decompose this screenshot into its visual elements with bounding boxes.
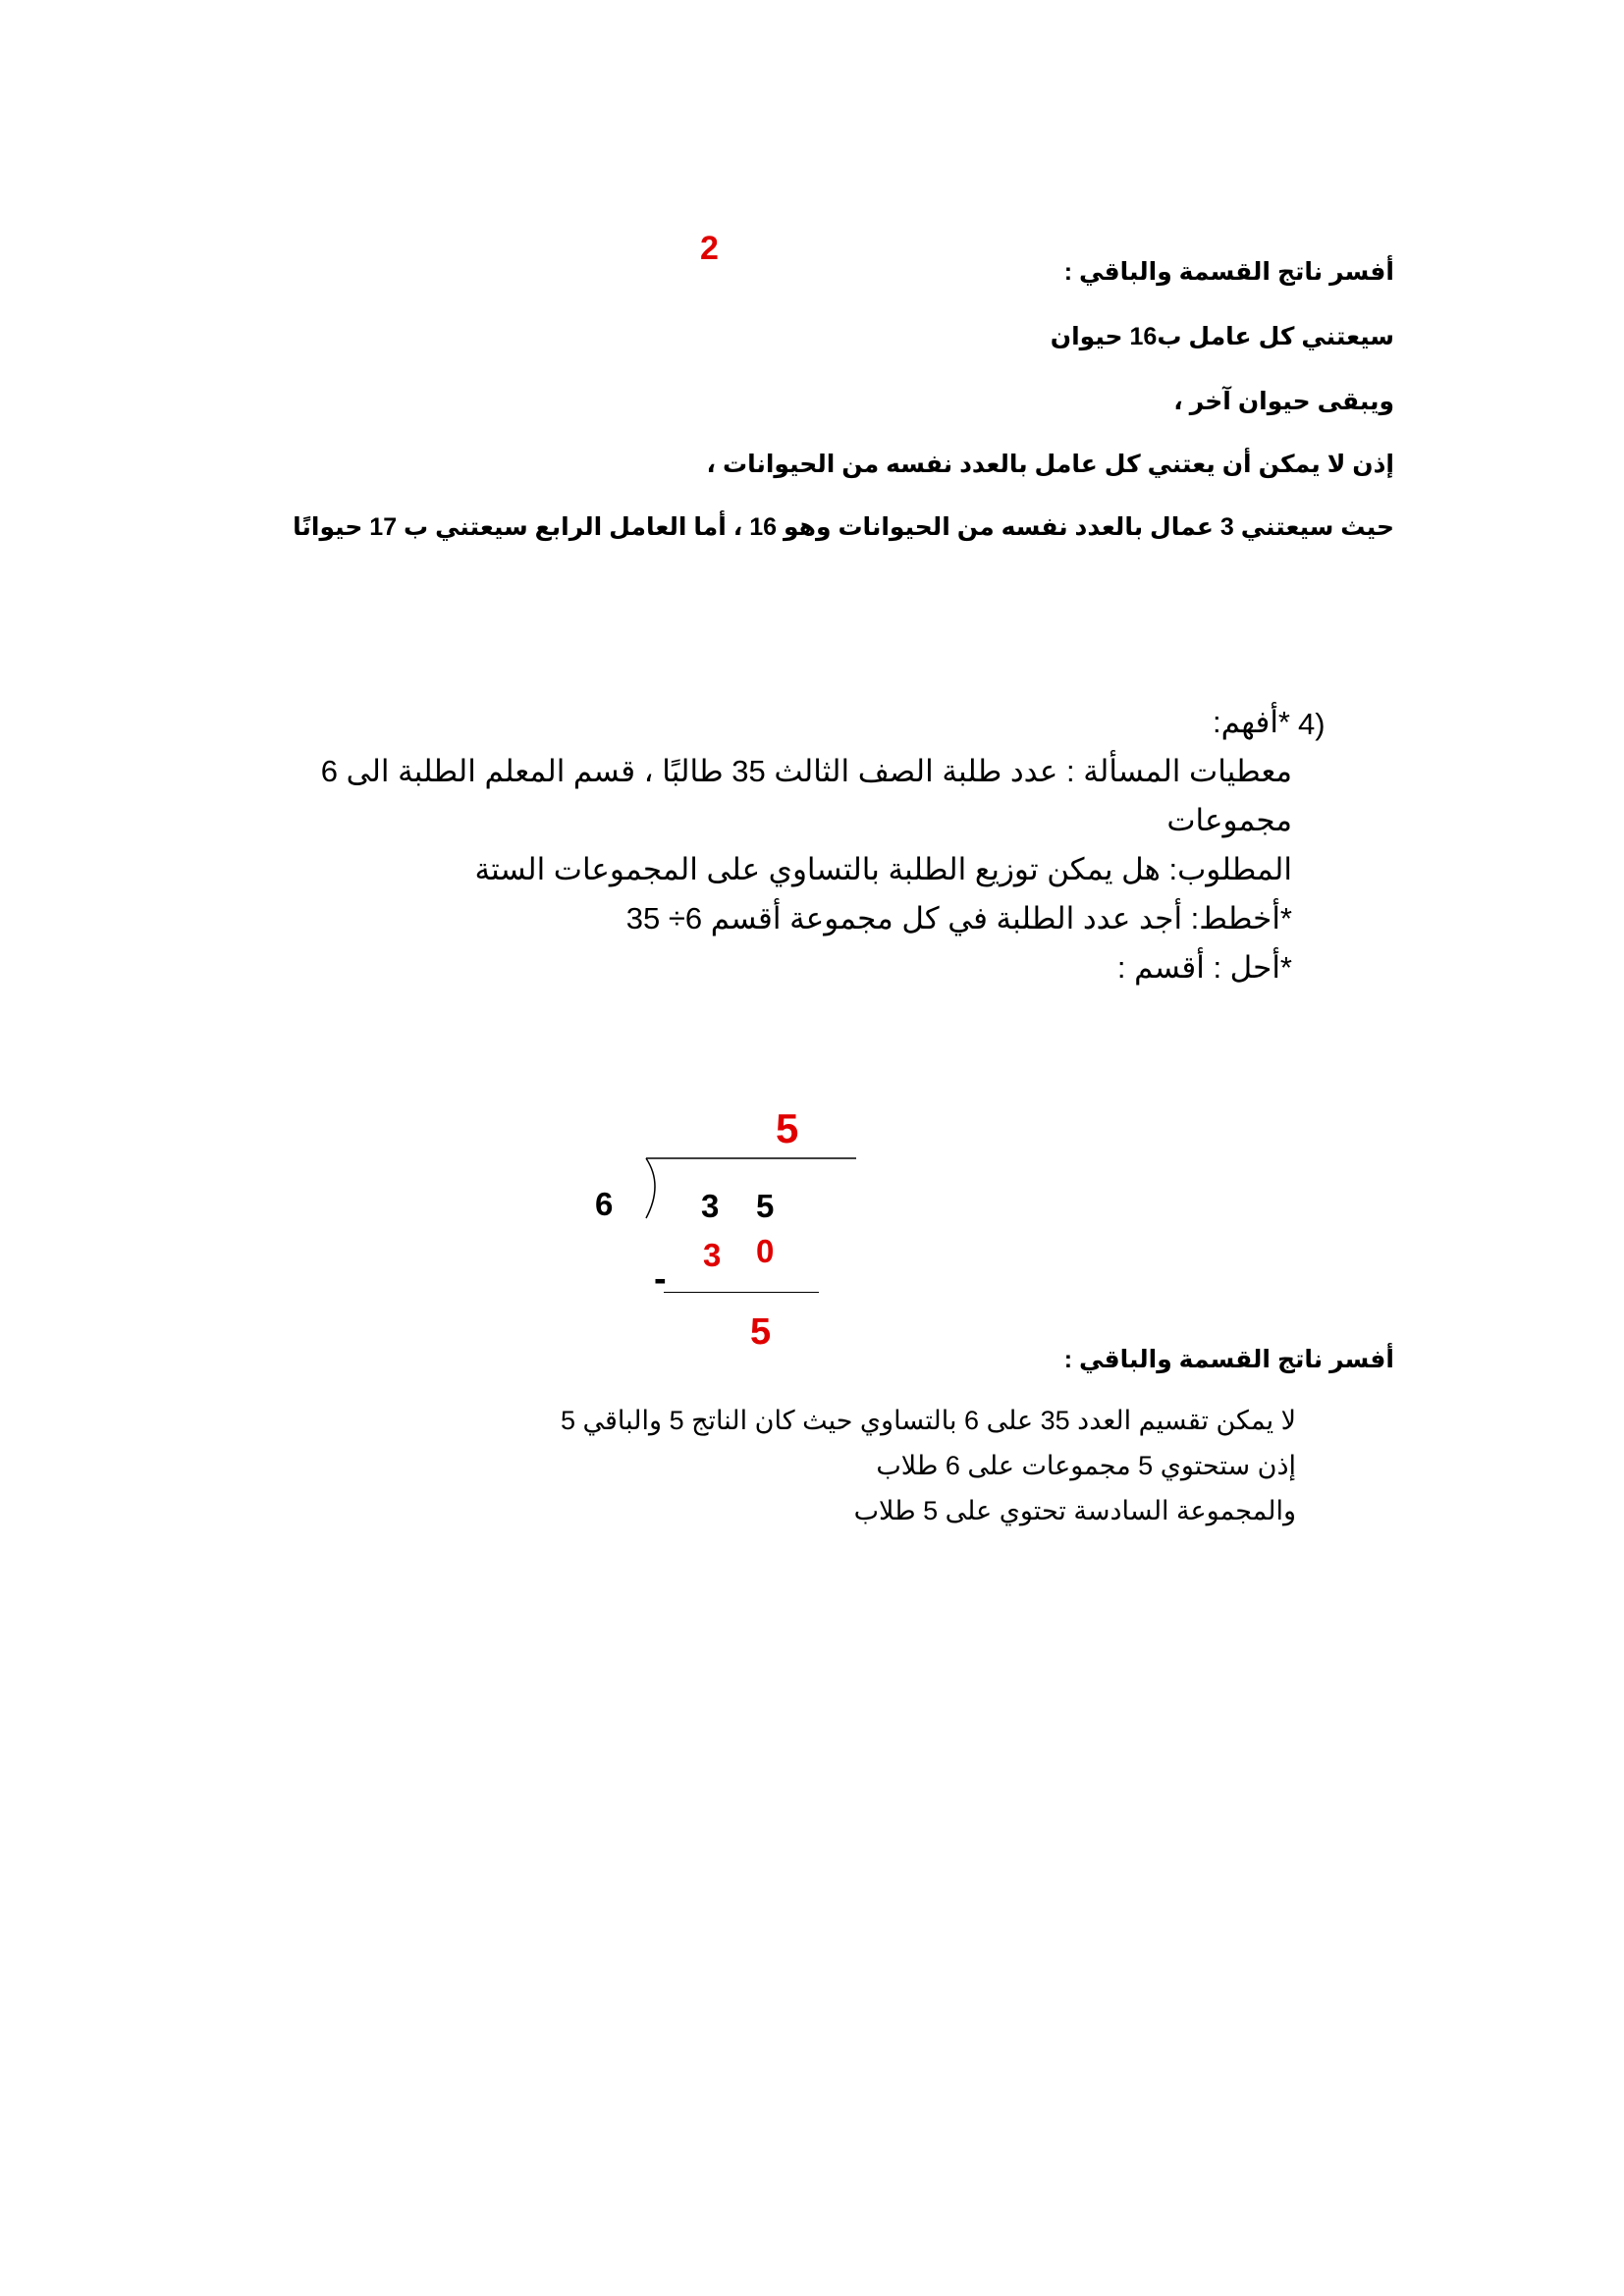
division-bracket xyxy=(628,1153,864,1222)
section1-line-1: سيعتني كل عامل ب16 حيوان xyxy=(1050,323,1394,350)
red-number-annotation: 2 xyxy=(700,230,719,267)
section2-line-2: إذن ستحتوي 5 مجموعات على 6 طلاب xyxy=(876,1451,1296,1480)
subtraction-line xyxy=(664,1292,819,1293)
dividend-tens-digit: 3 xyxy=(701,1188,720,1224)
division-remainder: 5 xyxy=(750,1311,772,1353)
givens-line-2: مجموعات xyxy=(1166,803,1292,837)
section1-line-4: حيث سيعتني 3 عمال بالعدد نفسه من الحيوانات وهو 16 ، أما العامل الرابع سيعتني ب 17 حيوانًا xyxy=(293,513,1394,541)
minus-sign: - xyxy=(654,1258,667,1300)
section1-line-3: إذن لا يمكن أن يعتني كل عامل بالعدد نفسه من الحيوانات ، xyxy=(706,451,1394,478)
section1-line-2: ويبقى حيوان آخر ، xyxy=(1173,388,1394,415)
plan-line: *أخطط: أجد عدد الطلبة في كل مجموعة أقسم 6÷ 35 xyxy=(625,901,1292,935)
givens-line-1: معطيات المسألة : عدد طلبة الصف الثالث 35 طالبًا ، قسم المعلم الطلبة الى 6 xyxy=(320,754,1292,788)
solve-line: *أحل : أقسم : xyxy=(1116,950,1292,985)
required-line: المطلوب: هل يمكن توزيع الطلبة بالتساوي على المجموعات الستة xyxy=(474,852,1292,886)
subtract-tens-digit: 3 xyxy=(703,1237,722,1268)
section2-heading: أفسر ناتج القسمة والباقي : xyxy=(1063,1346,1394,1373)
problem-number: 4) xyxy=(1298,707,1326,741)
section2-line-3: والمجموعة السادسة تحتوي على 5 طلاب xyxy=(853,1496,1296,1525)
division-quotient: 5 xyxy=(776,1105,799,1151)
section2-line-1: لا يمكن تقسيم العدد 35 على 6 بالتساوي حيث كان الناتج 5 والباقي 5 xyxy=(560,1406,1296,1435)
dividend-ones-digit: 5 xyxy=(756,1188,775,1224)
division-paren xyxy=(646,1158,655,1218)
understand-label: *أفهم: xyxy=(1212,705,1290,739)
subtract-ones-digit: 0 xyxy=(756,1233,775,1269)
division-divisor: 6 xyxy=(595,1186,614,1222)
section1-heading: أفسر ناتج القسمة والباقي : xyxy=(1063,258,1394,286)
